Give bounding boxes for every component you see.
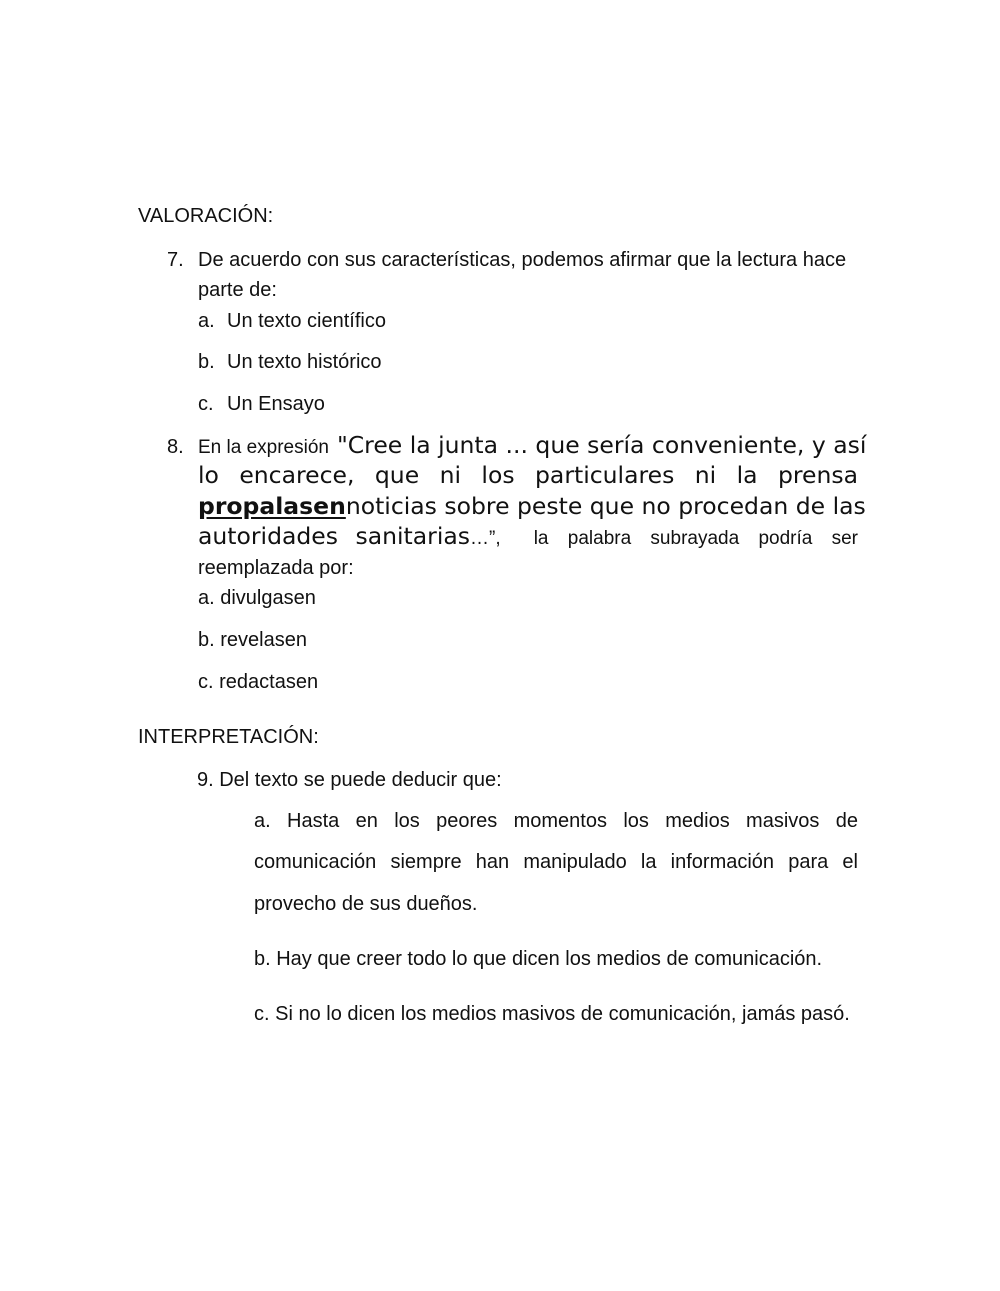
- section-heading-interpretacion: INTERPRETACIÓN:: [138, 726, 319, 748]
- question-7-option-b: [198, 351, 382, 374]
- question-7-text-line1: De acuerdo con sus características, podemos afirmar que la lectura hace: [198, 249, 847, 271]
- option-text: Un Ensayo: [227, 393, 325, 415]
- question-9-option-a-line2: comunicación siempre han manipulado la información para el: [254, 851, 858, 873]
- question-7-number: 7.: [167, 249, 184, 271]
- question-7-option-c: [198, 393, 325, 416]
- option-letter: a.: [198, 310, 215, 332]
- option-letter: c.: [198, 393, 214, 415]
- question-8-option-b: b. revelasen: [198, 629, 307, 651]
- question-8-option-c: c. redactasen: [198, 671, 319, 693]
- question-9-option-a-line1: a. Hasta en los peores momentos los medios masivos de: [254, 810, 858, 832]
- option-text: Un texto histórico: [227, 351, 382, 373]
- underlined-word: propalasen: [198, 492, 346, 520]
- question-8-option-a: a. divulgasen: [198, 587, 316, 609]
- question-8-quote-line3-rest: noticias sobre peste que no procedan de las: [345, 492, 866, 520]
- question-7-text-line2: parte de:: [198, 279, 277, 301]
- option-letter: b.: [198, 351, 215, 373]
- question-7-option-a: [198, 310, 386, 333]
- option-text: Un texto científico: [227, 310, 386, 332]
- question-8-quote-line2: lo encarece, que ni los particulares ni la prensa: [198, 461, 858, 489]
- question-8-number: 8.: [167, 436, 184, 458]
- question-8-quote-line1: "Cree la junta ... que sería conveniente, y así: [336, 431, 867, 459]
- question-9-option-c: c. Si no lo dicen los medios masivos de comunicación, jamás pasó.: [254, 1003, 850, 1025]
- section-heading-valoracion: VALORACIÓN:: [138, 205, 274, 227]
- question-8-intro: En la expresión: [198, 437, 329, 458]
- question-9-option-b: b. Hay que creer todo lo que dicen los medios de comunicación.: [254, 948, 823, 970]
- question-8-quote-end: …”,: [470, 528, 501, 549]
- question-8-quote-line4: autoridades sanitarias: [198, 522, 470, 550]
- question-8-line4: [198, 522, 858, 550]
- question-9-option-a-line3: provecho de sus dueños.: [254, 893, 478, 915]
- question-8-line1: [198, 431, 867, 459]
- question-8-tail-line5: reemplazada por:: [198, 557, 354, 579]
- question-8-tail-line4: la palabra subrayada podría ser: [533, 528, 858, 549]
- question-9-text: 9. Del texto se puede deducir que:: [197, 769, 502, 791]
- question-8-line3: [198, 492, 866, 520]
